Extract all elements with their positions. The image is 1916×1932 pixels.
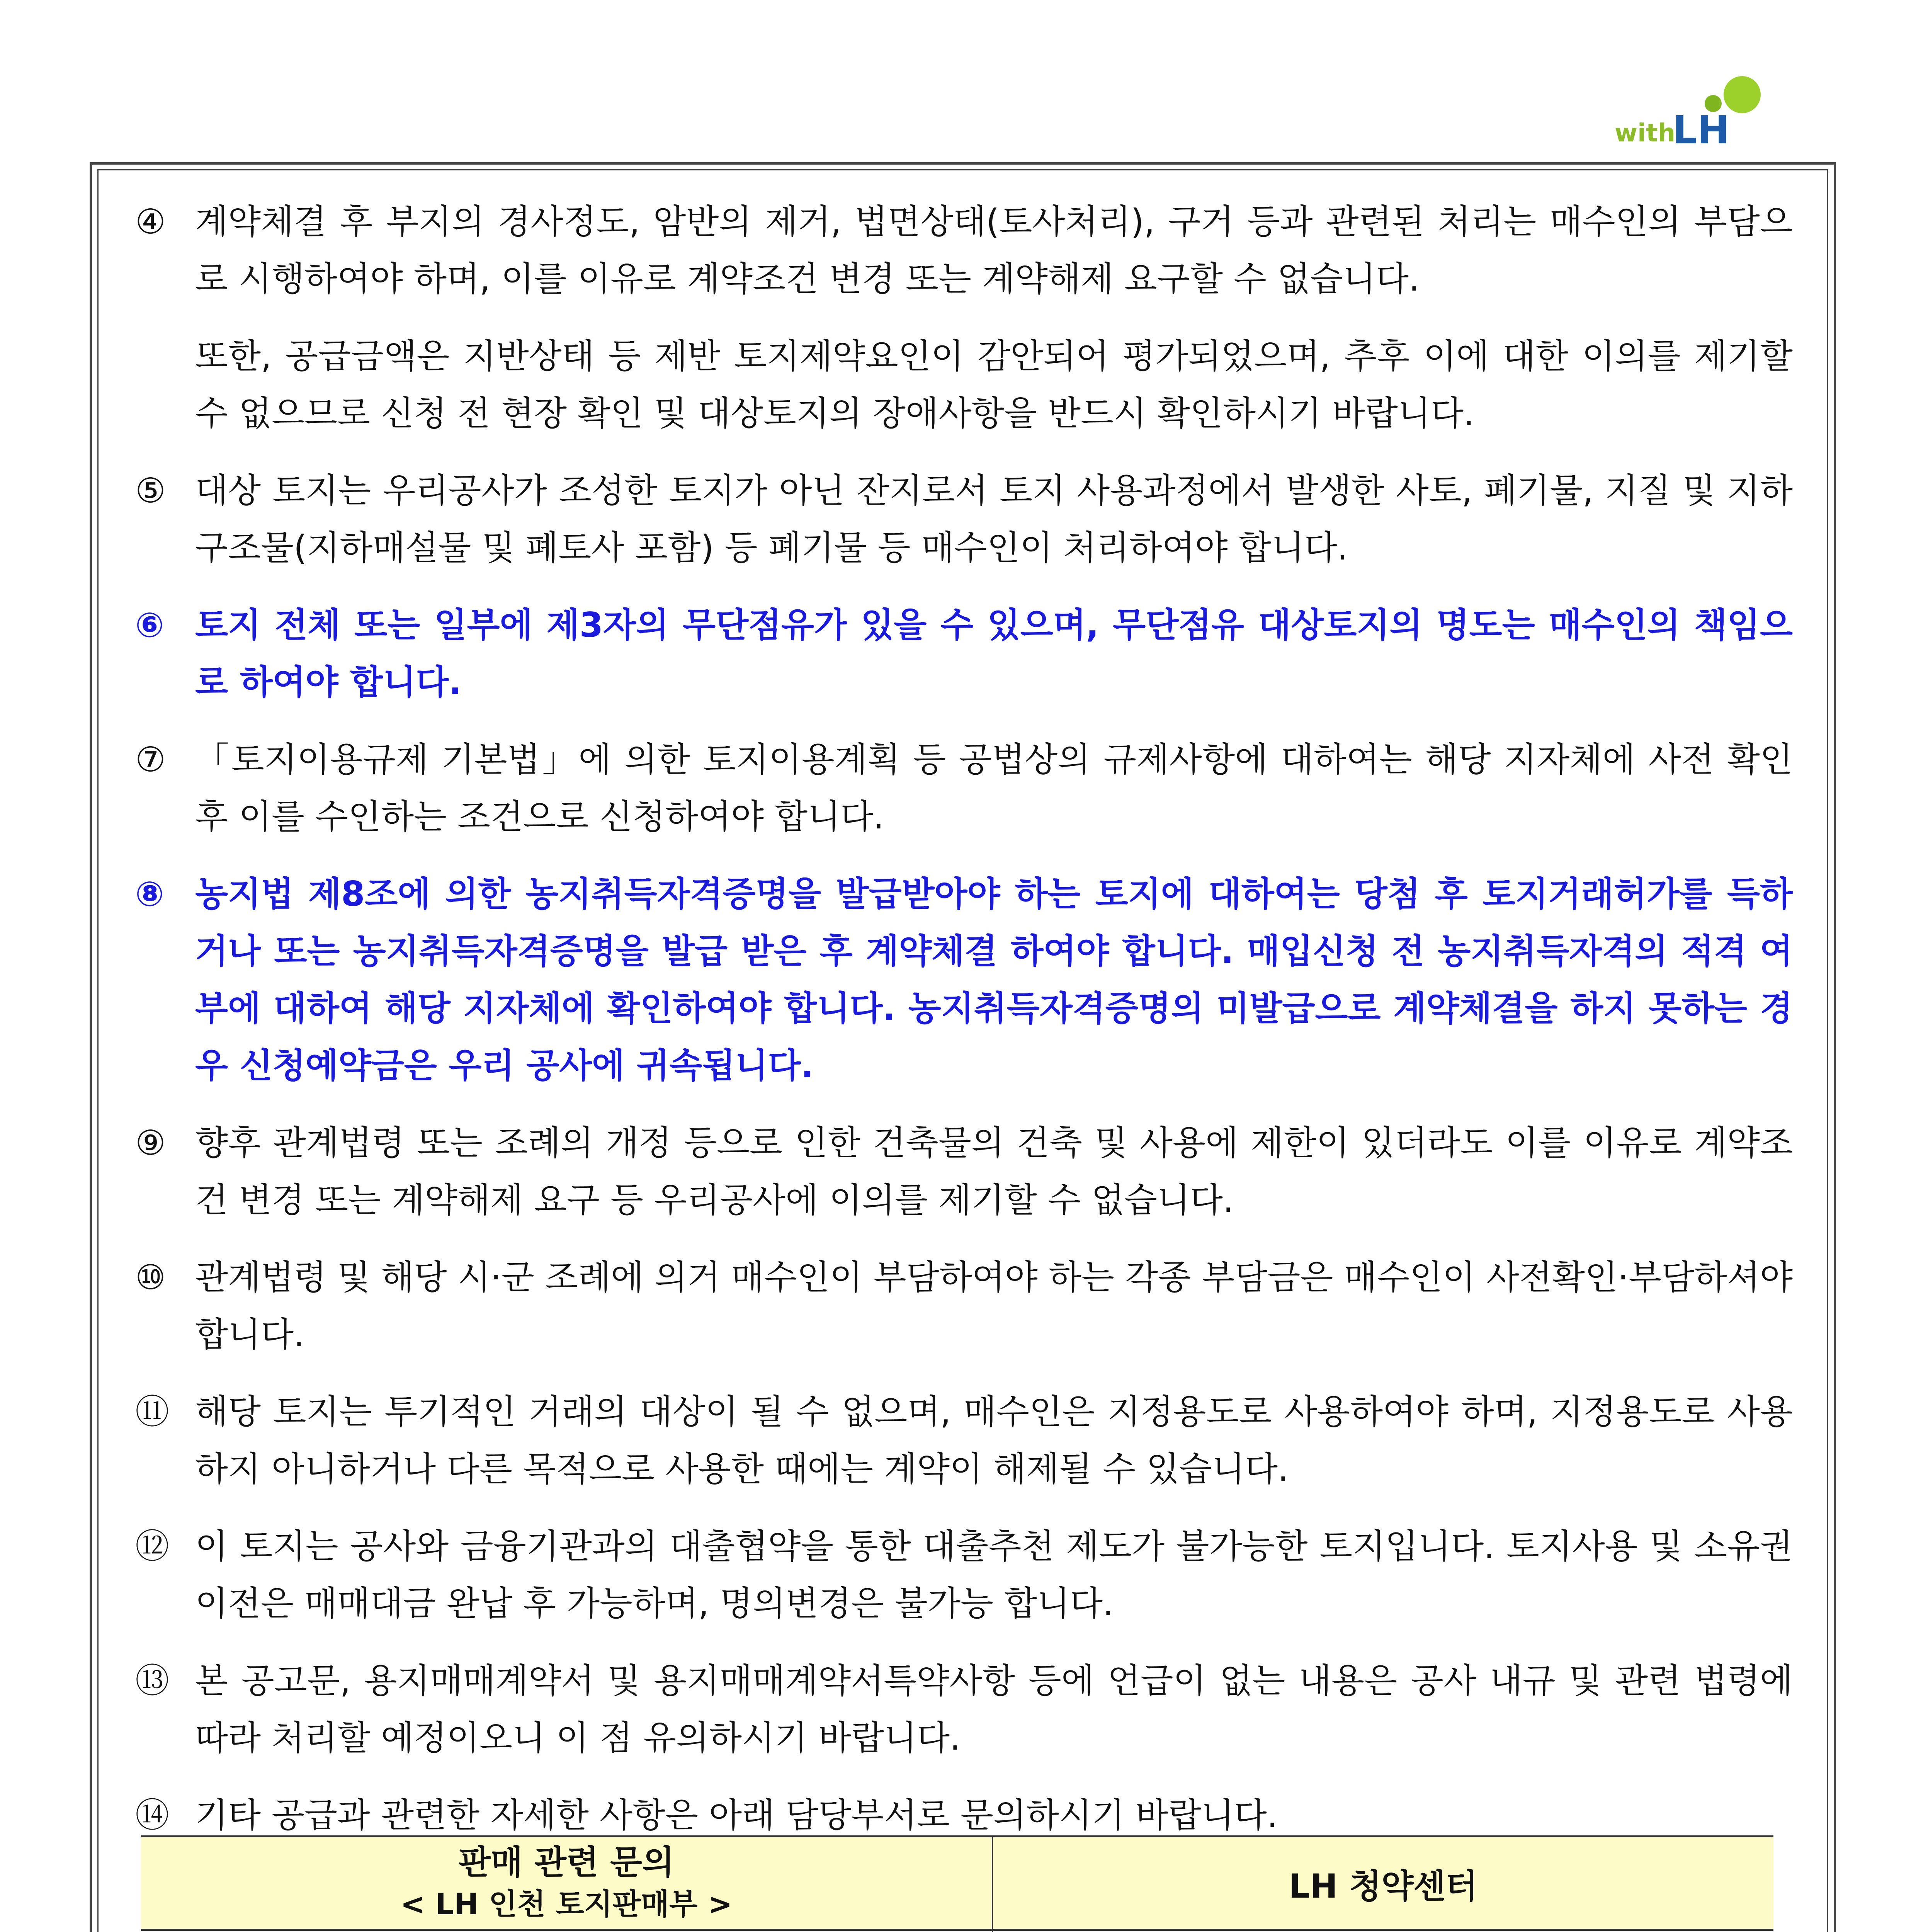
notice-item: ⑤ 대상 토지는 우리공사가 조성한 토지가 아닌 잔지로서 토지 사용과정에서 발생한 사토, 폐기물, 지질 및 지하구조물(지하매설물 및 폐토사 포함) 등 폐기물 등 매수인이 처리하여야 합니다. xyxy=(135,471,1793,568)
notice-item: ⑨ 향후 관계법령 또는 조례의 개정 등으로 인한 건축물의 건축 및 사용에 제한이 있더라도 이를 이유로 계약조건 변경 또는 계약해제 요구 등 우리공사에 이의를 제기할 수 없습니다. xyxy=(135,1123,1793,1220)
notice-item-highlight: ⑧ 농지법 제8조에 의한 농지취득자격증명을 발급받아야 하는 토지에 대하여는 당첨 후 토지거래허가를 득하거나 또는 농지취득자격증명을 발급 받은 후 계약체결 하여야 합니다. 매입신청 전 농지취득자격의 적격 여부에 대하여 해당 지자체에 확인하여야 합니다. 농지취득자격증명의 미발급으로 계약체결을 하지 못하는 경우 신청예약금은 우리 공사에 귀속됩니다. xyxy=(135,874,1793,1085)
notice-item: ⑬ 본 공고문, 용지매매계약서 및 용지매매계약서특약사항 등에 언급이 없는 내용은 공사 내규 및 관련 법령에 따라 처리할 예정이오니 이 점 유의하시기 바랍니다. xyxy=(135,1661,1793,1758)
header-with-text: with xyxy=(1615,119,1676,148)
header-lh-logo xyxy=(1615,73,1788,153)
sales-phone xyxy=(141,1930,993,1932)
notice-item: ④ 계약체결 후 부지의 경사정도, 암반의 제거, 법면상태(토사처리), 구거 등과 관련된 처리는 매수인의 부담으로 시행하여야 하며, 이를 이유로 계약조건 변경 또는 계약해제 요구할 수 없습니다. xyxy=(135,202,1793,299)
notice-item: ⑪ 해당 토지는 투기적인 거래의 대상이 될 수 없으며, 매수인은 지정용도로 사용하여야 하며, 지정용도로 사용하지 아니하거나 다른 목적으로 사용한 때에는 계약이 해제될 수 있습니다. xyxy=(135,1392,1793,1489)
contact-table-value-row xyxy=(141,1930,1773,1932)
notice-item: ⑩ 관계법령 및 해당 시·군 조례에 의거 매수인이 부담하여야 하는 각종 부담금은 매수인이 사전확인·부담하셔야 합니다. xyxy=(135,1257,1793,1354)
sales-inquiry-title: 판매 관련 문의 xyxy=(458,1843,675,1882)
notice-extra-paragraph: 또한, 공급금액은 지반상태 등 제반 토지제약요인이 감안되어 평가되었으며, 추후 이에 대한 이의를 제기할 수 없으므로 신청 전 현장 확인 및 대상토지의 장애사항을 반드시 확인하시기 바랍니다. xyxy=(195,336,1793,433)
contact-table-header-row xyxy=(141,1837,1773,1930)
notice-item: ⑭ 기타 공급과 관련한 자세한 사항은 아래 담당부서로 문의하시기 바랍니다. xyxy=(135,1795,1278,1835)
notice-content xyxy=(135,193,1793,1864)
contact-table xyxy=(141,1835,1773,1932)
sales-department: < LH 인천 토지판매부 > xyxy=(400,1886,733,1921)
contact-table-center-header: LH 청약센터 xyxy=(993,1837,1774,1930)
notice-item: ⑦ 「토지이용규제 기본법」에 의한 토지이용계획 등 공법상의 규제사항에 대하여는 해당 지자체에 사전 확인 후 이를 수인하는 조건으로 신청하여야 합니다. xyxy=(135,740,1793,837)
header-lh-text: LH xyxy=(1673,107,1730,153)
center-phone xyxy=(993,1930,1774,1932)
contact-table-sales-header xyxy=(141,1837,993,1930)
notice-item: ⑫ 이 토지는 공사와 금융기관과의 대출협약을 통한 대출추천 제도가 불가능한 토지입니다. 토지사용 및 소유권이전은 매매대금 완납 후 가능하며, 명의변경은 불가능 합니다. xyxy=(135,1526,1793,1623)
notice-item-highlight: ⑥ 토지 전체 또는 일부에 제3자의 무단점유가 있을 수 있으며, 무단점유 대상토지의 명도는 매수인의 책임으로 하여야 합니다. xyxy=(135,605,1793,702)
